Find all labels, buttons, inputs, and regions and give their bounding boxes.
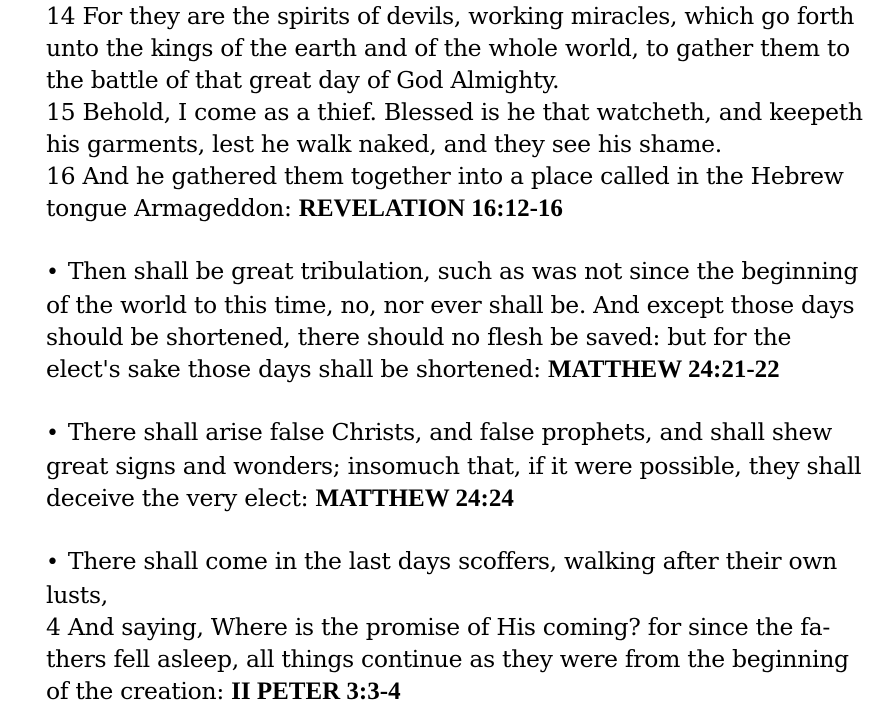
text-fragment: deceive the very elect: — [46, 484, 316, 512]
passage-matthew-24-24 — [46, 416, 866, 515]
scripture-reference: REVELATION 16:12-16 — [298, 195, 563, 222]
document-page — [46, 0, 866, 708]
paragraph-gap — [46, 386, 866, 416]
text-line: 15 Behold, I come as a thief. Blessed is he that watcheth, and keepeth — [46, 98, 863, 126]
bullet-icon: • — [46, 421, 59, 446]
bullet-icon: • — [46, 260, 59, 285]
scripture-reference: II PETER 3:3-4 — [231, 678, 401, 705]
text-fragment: tongue Armageddon: — [46, 194, 299, 222]
text-fragment: elect's sake those days shall be shortened: — [46, 355, 548, 383]
paragraph-gap — [46, 225, 866, 255]
scripture-reference: MATTHEW 24:24 — [315, 485, 514, 512]
text-line: great signs and wonders; insomuch that, if it were possible, they shall — [46, 452, 862, 480]
text-line: 4 And saying, Where is the promise of His coming? for since the fa- — [46, 613, 831, 641]
text-line-last — [46, 482, 866, 515]
text-fragment: There shall come in the last days scoffers, walking after their own — [67, 547, 838, 575]
text-line-last — [46, 675, 866, 708]
text-line: the battle of that great day of God Almighty. — [46, 66, 560, 94]
text-line: 14 For they are the spirits of devils, working miracles, which go forth — [46, 2, 855, 30]
text-line — [46, 545, 866, 579]
text-line: thers fell asleep, all things continue as they were from the beginning — [46, 645, 849, 673]
text-line: should be shortened, there should no flesh be saved: but for the — [46, 323, 792, 351]
text-line: lusts, — [46, 581, 108, 609]
text-line: his garments, lest he walk naked, and they see his shame. — [46, 130, 722, 158]
text-line: 16 And he gathered them together into a place called in the Hebrew — [46, 162, 844, 190]
text-fragment: Then shall be great tribulation, such as was not since the beginning — [67, 257, 859, 285]
text-line-last — [46, 192, 866, 225]
paragraph-gap — [46, 515, 866, 545]
text-line — [46, 255, 866, 289]
text-line: of the world to this time, no, nor ever shall be. And except those days — [46, 291, 855, 319]
passage-matthew-24-21 — [46, 255, 866, 386]
text-fragment: There shall arise false Christs, and false prophets, and shall shew — [67, 418, 832, 446]
text-line: unto the kings of the earth and of the whole world, to gather them to — [46, 34, 850, 62]
text-fragment: of the creation: — [46, 677, 232, 705]
passage-revelation — [46, 0, 866, 225]
scripture-reference: MATTHEW 24:21-22 — [547, 356, 780, 383]
passage-ii-peter — [46, 545, 866, 708]
text-line — [46, 416, 866, 450]
text-line-last — [46, 353, 866, 386]
bullet-icon: • — [46, 550, 59, 575]
